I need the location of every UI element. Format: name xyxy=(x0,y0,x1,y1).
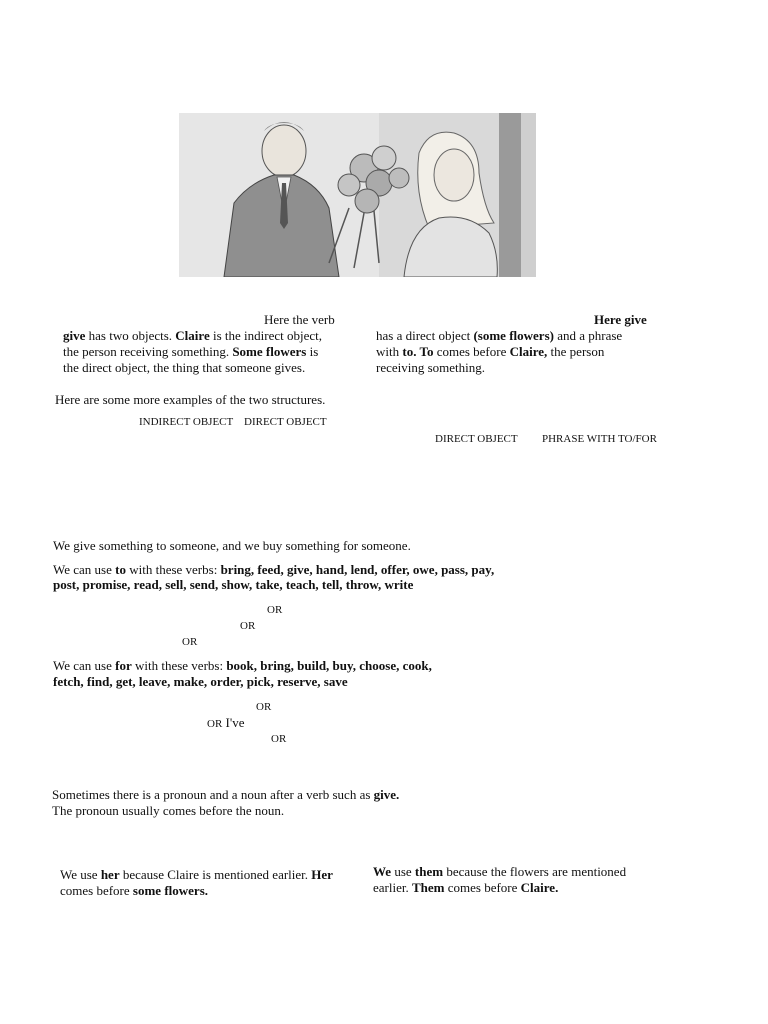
pronoun-line1: Sometimes there is a pronoun and a noun after a verb such as give. xyxy=(52,787,400,802)
examples-intro: Here are some more examples of the two structures. xyxy=(55,392,326,407)
right-explain-line2: has a direct object (some flowers) and a phrase xyxy=(376,328,623,343)
or-label-3: OR xyxy=(182,636,198,648)
right-explain-line4: receiving something. xyxy=(376,360,486,375)
or-label-2: OR xyxy=(240,620,256,632)
bottom-right-line1: We use them because the flowers are mentioned xyxy=(373,864,627,879)
right-explain-line3: with to. To comes before Claire, the person xyxy=(376,344,605,359)
or-label-6: OR xyxy=(271,733,287,745)
right-explain-line1: Here give xyxy=(594,312,647,327)
flowers-illustration-icon xyxy=(179,113,536,277)
header-direct-object-left: DIRECT OBJECT xyxy=(244,416,327,428)
bottom-right-line2: earlier. Them comes before Claire. xyxy=(373,880,559,895)
header-indirect-object: INDIRECT OBJECT xyxy=(139,416,234,428)
left-explain-line2: give has two objects. Claire is the indirect object, xyxy=(63,328,322,343)
left-explain-line1: Here the verb xyxy=(264,312,335,327)
pronoun-line2: The pronoun usually comes before the noun. xyxy=(52,803,285,818)
bottom-left-line2: comes before some flowers. xyxy=(60,883,209,898)
header-phrase-to-for: PHRASE WITH TO/FOR xyxy=(542,433,657,445)
or-label-5: OR I've xyxy=(207,715,245,730)
to-verbs-line1: We can use to with these verbs: bring, feed, give, hand, lend, offer, owe, pass, pay, xyxy=(53,562,495,577)
or-label-1: OR xyxy=(267,604,283,616)
to-verbs-line2: post, promise, read, sell, send, show, take, teach, tell, throw, write xyxy=(53,577,414,592)
header-direct-object-right: DIRECT OBJECT xyxy=(435,433,518,445)
left-explain-line3: the person receiving something. Some flowers is xyxy=(63,344,319,359)
or-label-4: OR xyxy=(256,701,272,713)
to-for-intro: We give something to someone, and we buy something for someone. xyxy=(53,538,411,553)
left-explain-line4: the direct object, the thing that someone gives. xyxy=(63,360,306,375)
bottom-left-line1: We use her because Claire is mentioned earlier. Her xyxy=(60,867,333,882)
for-verbs-line2: fetch, find, get, leave, make, order, pick, reserve, save xyxy=(53,674,348,689)
illustration xyxy=(179,113,536,277)
for-verbs-line1: We can use for with these verbs: book, bring, build, buy, choose, cook, xyxy=(53,658,432,673)
